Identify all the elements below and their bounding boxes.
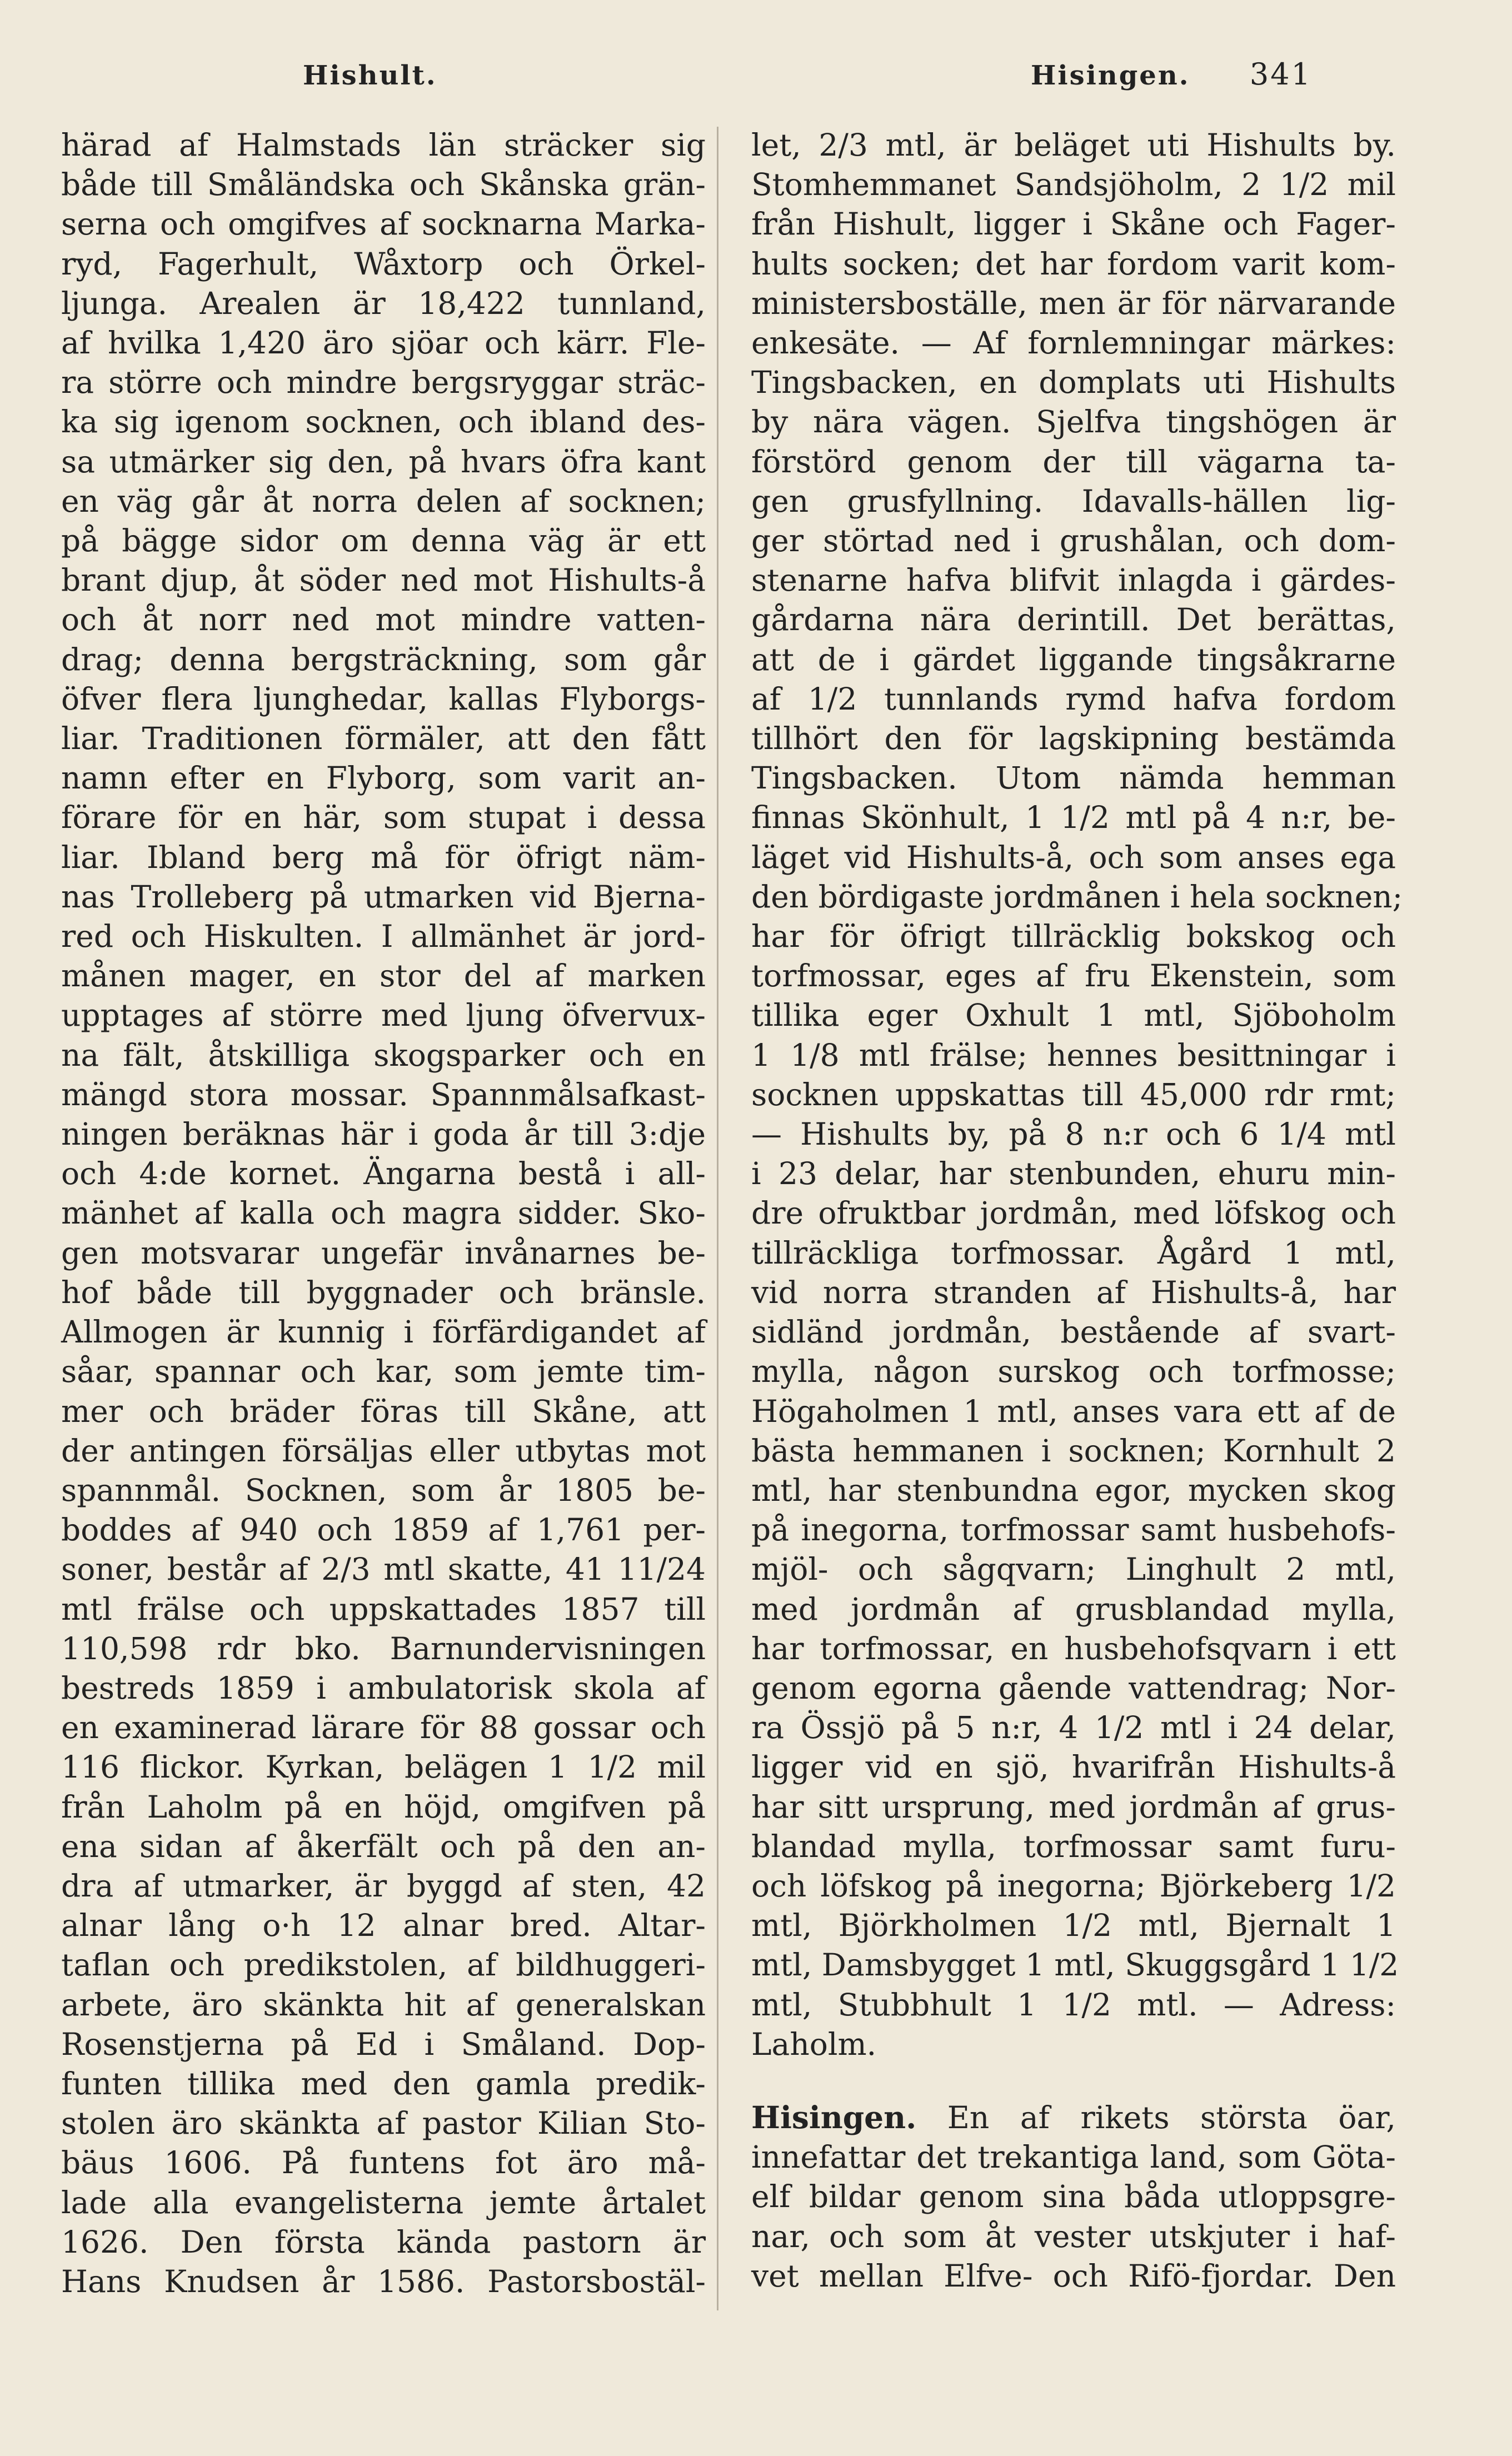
text-line: bäus 1606. På funtens fot äro må-: [61, 2145, 706, 2181]
text-line: alnar lång o·h 12 alnar bred. Altar-: [61, 1908, 706, 1944]
text-line: tillika eger Oxhult 1 mtl, Sjöboholm: [751, 997, 1396, 1034]
text-line: boddes af 940 och 1859 af 1,761 per-: [61, 1512, 706, 1548]
text-line: förstörd genom der till vägarna ta-: [751, 443, 1396, 480]
text-line: gen grusfyllning. Idavalls-hällen lig-: [751, 483, 1396, 519]
text-line: gen motsvarar ungefär invånarnes be-: [61, 1235, 706, 1271]
text-line: mylla, någon surskog och torfmosse;: [751, 1354, 1396, 1390]
text-line: dra af utmarker, är byggd af sten, 42: [61, 1868, 706, 1904]
text-line: mtl, Damsbygget 1 mtl, Skuggsgård 1 1/2: [751, 1947, 1399, 1983]
text-line: let, 2/3 mtl, är beläget uti Hishults by.: [751, 127, 1396, 163]
text-line: ljunga. Arealen är 18,422 tunnland,: [61, 285, 706, 321]
text-line: Allmogen är kunnig i förfärdigandet af: [61, 1314, 706, 1350]
text-line: soner, består af 2/3 mtl skatte, 41 11/24: [61, 1551, 706, 1588]
text-line: på inegorna, torfmossar samt husbehofs-: [751, 1512, 1396, 1548]
column-divider: [717, 127, 718, 2310]
text-line: namn efter en Flyborg, som varit an-: [61, 760, 706, 796]
text-line: Hans Knudsen år 1586. Pastorsbostäl-: [61, 2263, 706, 2299]
text-line: liar. Traditionen förmäler, att den fått: [61, 721, 706, 757]
text-line: och 4:de kornet. Ängarna bestå i all-: [61, 1156, 706, 1192]
text-line: att de i gärdet liggande tingsåkrarne: [751, 641, 1396, 677]
running-header: [0, 57, 1512, 99]
text-line: en examinerad lärare för 88 gossar och: [61, 1710, 706, 1746]
text-line: nas Trolleberg på utmarken vid Bjerna-: [61, 878, 706, 915]
text-line: mtl, har stenbundna egor, mycken skog: [751, 1472, 1396, 1508]
text-line: ger störtad ned i grushålan, och dom-: [751, 523, 1396, 559]
text-line: 1626. Den första kända pastorn är: [61, 2224, 706, 2260]
text-line: tillräckliga torfmossar. Ågård 1 mtl,: [751, 1235, 1396, 1271]
text-line: lade alla evangelisterna jemte årtalet: [61, 2184, 706, 2220]
text-line: förare för en här, som stupat i dessa: [61, 800, 706, 836]
text-line: ryd, Fagerhult, Wåxtorp och Örkel-: [61, 246, 706, 282]
text-line: bästa hemmanen i socknen; Kornhult 2: [751, 1432, 1396, 1469]
text-line: drag; denna bergsträckning, som går: [61, 641, 706, 677]
text-line: från Laholm på en höjd, omgifven på: [61, 1789, 706, 1825]
text-line: och åt norr ned mot mindre vatten-: [61, 602, 706, 638]
text-line: brant djup, åt söder ned mot Hishults-å: [61, 562, 706, 598]
text-line: ka sig igenom socknen, och ibland des-: [61, 404, 706, 440]
text-line: mänhet af kalla och magra sidder. Sko-: [61, 1195, 706, 1231]
text-line: 110,598 rdr bko. Barnundervisningen: [61, 1630, 706, 1666]
text-line: 116 flickor. Kyrkan, belägen 1 1/2 mil: [61, 1749, 706, 1785]
text-line: har sitt ursprung, med jordmån af grus-: [751, 1789, 1396, 1825]
text-line: öfver flera ljunghedar, kallas Flyborgs-: [61, 681, 706, 717]
text-line: taflan och predikstolen, af bildhuggeri-: [61, 1947, 706, 1983]
hisingen-entry-first-line: [751, 2098, 1396, 2138]
text-line: en väg går åt norra delen af socknen;: [61, 483, 706, 519]
text-line: serna och omgifves af socknarna Marka-: [61, 206, 706, 242]
text-line: mtl frälse och uppskattades 1857 till: [61, 1591, 706, 1627]
text-line: från Hishult, ligger i Skåne och Fager-: [751, 206, 1396, 242]
text-line: torfmossar, eges af fru Ekenstein, som: [751, 958, 1396, 994]
text-line: ligger vid en sjö, hvarifrån Hishults-å: [751, 1749, 1396, 1785]
right-column-lines: [751, 126, 1403, 2064]
text-line: Rosenstjerna på Ed i Småland. Dop-: [61, 2026, 706, 2062]
text-line: Högaholmen 1 mtl, anses vara ett af de: [751, 1393, 1396, 1429]
text-line: blandad mylla, torfmossar samt furu-: [751, 1828, 1396, 1864]
text-line: Laholm.: [751, 2026, 877, 2062]
entry-headword: Hisingen.: [751, 2099, 917, 2135]
text-line: stenarne hafva blifvit inlagda i gärdes-: [751, 562, 1396, 598]
text-line: genom egorna gående vattendrag; Nor-: [751, 1670, 1396, 1706]
text-line: socknen uppskattas till 45,000 rdr rmt;: [751, 1076, 1396, 1112]
text-line: 1 1/8 mtl frälse; hennes besittningar i: [751, 1037, 1396, 1073]
text-line: nar, och som åt vester utskjuter i haf-: [751, 2218, 1396, 2254]
text-line: Tingsbacken, en domplats uti Hishults: [751, 365, 1396, 401]
text-line: sidländ jordmån, bestående af svart-: [751, 1314, 1396, 1350]
header-center-word: Hisingen.: [1031, 60, 1190, 91]
text-line: och löfskog på inegorna; Björkeberg 1/2: [751, 1868, 1396, 1904]
text-line: Tingsbacken. Utom nämda hemman: [751, 760, 1396, 796]
text-line: har torfmossar, en husbehofsqvarn i ett: [751, 1630, 1396, 1666]
text-line: na fält, åtskilliga skogsparker och en: [61, 1037, 706, 1073]
text-line: månen mager, en stor del af marken: [61, 958, 706, 994]
text-line: finnas Skönhult, 1 1/2 mtl på 4 n:r, be-: [751, 800, 1396, 836]
text-line: by nära vägen. Sjelfva tingshögen är: [751, 404, 1396, 440]
text-line: ningen beräknas här i goda år till 3:dje: [61, 1116, 706, 1152]
text-line: ra större och mindre bergsryggar sträc-: [61, 365, 706, 401]
text-line: stolen äro skänkta af pastor Kilian Sto-: [61, 2105, 706, 2141]
text-line: spannmål. Socknen, som år 1805 be-: [61, 1472, 706, 1508]
text-line: ra Össjö på 5 n:r, 4 1/2 mtl i 24 delar,: [751, 1710, 1396, 1746]
text-line: funten tillika med den gamla predik-: [61, 2065, 706, 2101]
text-line: både till Småländska och Skånska grän-: [61, 167, 706, 203]
text-line: innefattar det trekantiga land, som Göta-: [751, 2139, 1396, 2175]
text-line: den bördigaste jordmånen i hela socknen;: [751, 878, 1403, 915]
text-line: red och Hiskulten. I allmänhet är jord-: [61, 918, 706, 955]
hisingen-entry-lines: [751, 2138, 1396, 2296]
text-line: vet mellan Elfve- och Rifö-fjordar. Den: [751, 2258, 1396, 2294]
entry-first-line-text: En af rikets största öar,: [947, 2099, 1396, 2135]
text-line: mer och bräder föras till Skåne, att: [61, 1393, 706, 1429]
text-line: ena sidan af åkerfält och på den an-: [61, 1828, 706, 1864]
text-line: bestreds 1859 i ambulatorisk skola af: [61, 1670, 706, 1706]
text-line: liar. Ibland berg må för öfrigt näm-: [61, 839, 706, 875]
text-line: sa utmärker sig den, på hvars öfra kant: [61, 443, 706, 480]
text-line: — Hishults by, på 8 n:r och 6 1/4 mtl: [751, 1116, 1396, 1152]
text-line: af hvilka 1,420 äro sjöar och kärr. Fle-: [61, 325, 706, 361]
text-line: hults socken; det har fordom varit kom-: [751, 246, 1396, 282]
text-line: arbete, äro skänkta hit af generalskan: [61, 1986, 706, 2023]
text-line: ministersboställe, men är för närvarande: [751, 285, 1396, 321]
text-line: af 1/2 tunnlands rymd hafva fordom: [751, 681, 1396, 717]
text-line: enkesäte. — Af fornlemningar märkes:: [751, 325, 1396, 361]
text-line: elf bildar genom sina båda utloppsgre-: [751, 2179, 1396, 2215]
text-line: Stomhemmanet Sandsjöholm, 2 1/2 mil: [751, 167, 1396, 203]
text-line: läget vid Hishults-å, och som anses ega: [751, 839, 1396, 875]
text-line: på bägge sidor om denna väg är ett: [61, 523, 706, 559]
text-line: vid norra stranden af Hishults-å, har: [751, 1274, 1396, 1310]
text-line: tillhört den för lagskipning bestämda: [751, 721, 1396, 757]
text-line: mtl, Stubbhult 1 1/2 mtl. — Adress:: [751, 1986, 1396, 2023]
text-line: med jordmån af grusblandad mylla,: [751, 1591, 1396, 1627]
text-line: mtl, Björkholmen 1/2 mtl, Bjernalt 1: [751, 1908, 1396, 1944]
text-line: hof både till byggnader och bränsle.: [61, 1274, 706, 1310]
text-line: der antingen försäljas eller utbytas mot: [61, 1432, 706, 1469]
text-line: dre ofruktbar jordmån, med löfskog och: [751, 1195, 1396, 1231]
text-line: såar, spannar och kar, som jemte tim-: [61, 1354, 706, 1390]
text-line: mjöl- och sågqvarn; Linghult 2 mtl,: [751, 1551, 1396, 1588]
text-line: i 23 delar, har stenbunden, ehuru min-: [751, 1156, 1396, 1192]
header-left-word: Hishult.: [303, 60, 437, 91]
left-text-column: [61, 126, 706, 2302]
text-line: upptages af större med ljung öfvervux-: [61, 997, 706, 1034]
text-line: mängd stora mossar. Spannmålsafkast-: [61, 1076, 706, 1112]
text-line: härad af Halmstads län sträcker sig: [61, 127, 706, 163]
text-line: gårdarna nära derintill. Det berättas,: [751, 602, 1396, 638]
right-text-column: [751, 126, 1403, 2296]
text-line: har för öfrigt tillräcklig bokskog och: [751, 918, 1396, 955]
page-number: 341: [1249, 57, 1312, 92]
